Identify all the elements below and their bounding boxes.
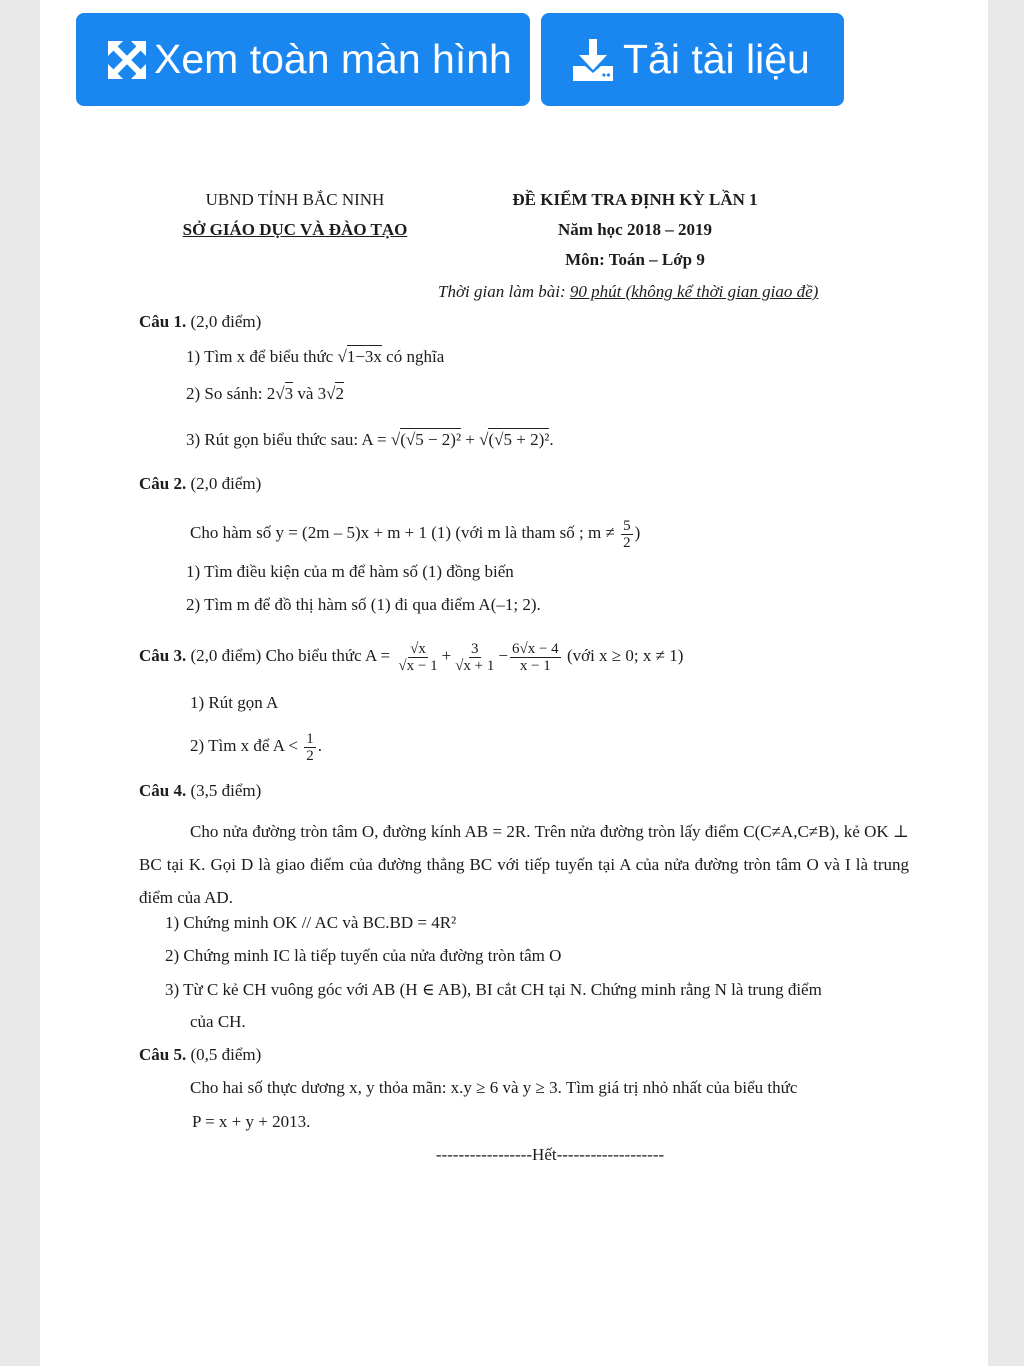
question-1-item-2: 2) So sánh: 2√3 và 3√2 <box>186 384 344 403</box>
download-label: Tải tài liệu <box>623 36 810 82</box>
question-5-line-2: P = x + y + 2013. <box>192 1112 311 1131</box>
question-3-title: Câu 3. (2,0 điểm) Cho biểu thức A = $\frac{√x}{√x - 1}$ + $\frac{3}{√x + 1}$ − $\frac{6√x - 4}{x - 1}$ (với x ≥ 0; x ≠ 1) <box>139 640 684 674</box>
question-4-item-3-cont: của CH. <box>190 1012 246 1031</box>
question-4-item-3: 3) Từ C kẻ CH vuông góc với AB (H ∈ AB), BI cắt CH tại N. Chứng minh rằng N là trung điểm <box>165 980 822 999</box>
fraction: $\frac{3}{√x + 1}$ <box>455 640 495 674</box>
expand-arrows-icon <box>108 41 146 79</box>
header-left-line2: SỞ GIÁO DỤC VÀ ĐÀO TẠO <box>182 220 408 239</box>
exam-time-value: 90 phút (không kể thời gian giao đề) <box>569 282 819 301</box>
header-left-line1: UBND TỈNH BẮC NINH <box>205 190 385 209</box>
header-right-line3: Môn: Toán – Lớp 9 <box>565 250 705 269</box>
question-2-intro: Cho hàm số y = (2m – 5)x + m + 1 (1) (với m là tham số ; m ≠ $\frac{5}{2}$ ) <box>190 517 641 551</box>
download-icon <box>571 39 615 81</box>
question-5-title: Câu 5. (0,5 điểm) <box>139 1045 262 1064</box>
download-button[interactable] <box>541 13 844 106</box>
fraction: $\frac{√x}{√x - 1}$ <box>398 640 438 674</box>
end-marker: -----------------Hết------------------- <box>435 1145 665 1164</box>
question-5-line-1: Cho hai số thực dương x, y thỏa mãn: x.y ≥ 6 và y ≥ 3. Tìm giá trị nhỏ nhất của biểu thức <box>190 1078 798 1097</box>
fraction: $\frac{1}{2}$ <box>306 730 314 764</box>
header-right-line2: Năm học 2018 – 2019 <box>558 220 712 239</box>
fullscreen-label: Xem toàn màn hình <box>154 36 512 82</box>
question-4-item-1: 1) Chứng minh OK // AC và BC.BD = 4R² <box>165 913 457 932</box>
fullscreen-button[interactable] <box>76 13 530 106</box>
question-2-title: Câu 2. (2,0 điểm) <box>139 474 262 493</box>
question-4-item-2: 2) Chứng minh IC là tiếp tuyến của nửa đường tròn tâm O <box>165 946 562 965</box>
question-3-item-2: 2) Tìm x để A < $\frac{1}{2}$ . <box>190 730 322 764</box>
header-right-line1: ĐỀ KIỂM TRA ĐỊNH KỲ LẦN 1 <box>512 190 758 209</box>
fraction: $\frac{5}{2}$ <box>623 517 631 551</box>
question-2-item-1: 1) Tìm điều kiện của m để hàm số (1) đồng biến <box>186 562 514 581</box>
question-1-item-3: 3) Rút gọn biểu thức sau: A = √(√5 − 2)² + √(√5 + 2)². <box>186 430 554 449</box>
question-1-title: Câu 1. (2,0 điểm) <box>139 312 262 331</box>
fraction: $\frac{6√x - 4}{x - 1}$ <box>511 640 559 674</box>
exam-time: Thời gian làm bài: 90 phút (không kể thời gian giao đề) <box>438 282 819 301</box>
question-2-item-2: 2) Tìm m để đồ thị hàm số (1) đi qua điểm A(–1; 2). <box>186 595 541 614</box>
question-1-item-1: 1) Tìm x để biểu thức √1−3x có nghĩa <box>186 347 445 366</box>
question-4-title: Câu 4. (3,5 điểm) <box>139 781 262 800</box>
question-4-paragraph: Cho nửa đường tròn tâm O, đường kính AB = 2R. Trên nửa đường tròn lấy điểm C(C≠A,C≠B), kẻ OK ⊥ BC tại K. Gọi D là giao điểm của đường thẳng BC với tiếp tuyến tại A của nửa đường tròn tâm O và I là trung điểm của AD. <box>139 822 909 907</box>
question-3-item-1: 1) Rút gọn A <box>190 693 279 712</box>
